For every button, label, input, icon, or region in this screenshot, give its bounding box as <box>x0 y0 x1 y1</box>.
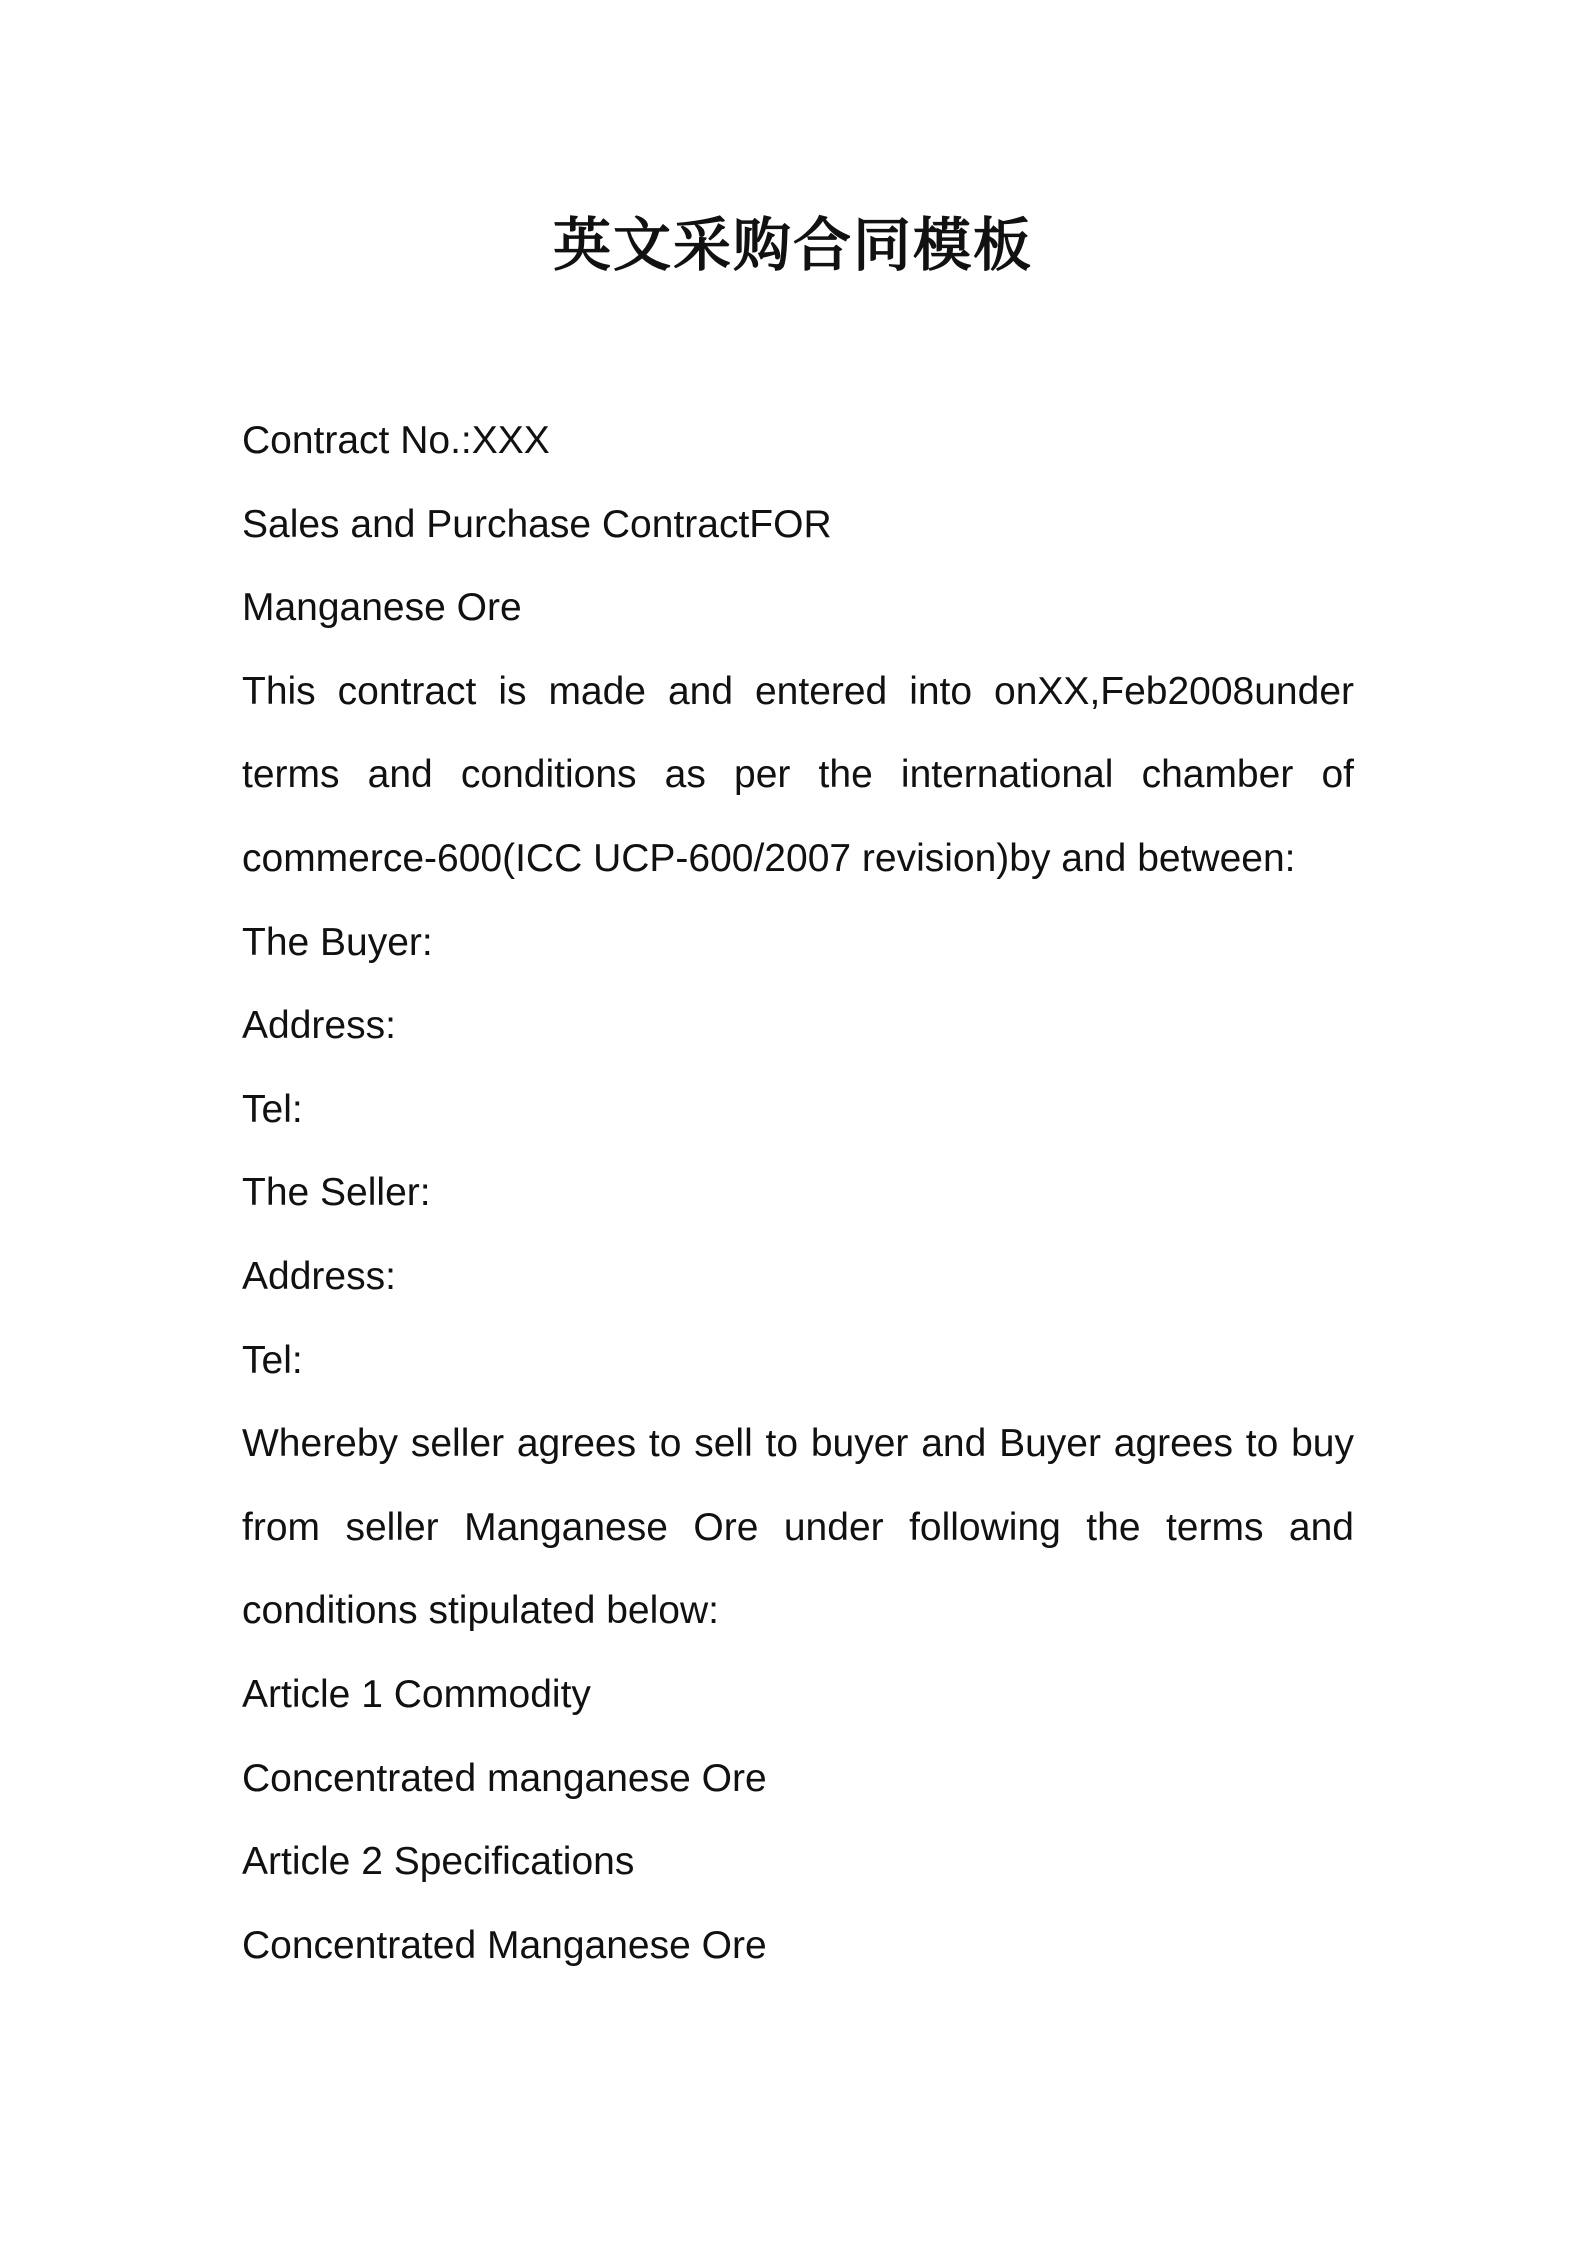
article-1-text: Concentrated manganese Ore <box>242 1756 767 1800</box>
seller-address-label: Address: <box>242 1254 396 1298</box>
seller-label: The Seller: <box>242 1171 431 1215</box>
document-title: 英文采购合同模板 <box>552 211 1033 279</box>
article-2-heading: Article 2 Specifications <box>242 1840 635 1884</box>
intro-paragraph: This contract is made and entered into onXX,Feb2008under terms and conditions as per the international chamber of commerce-600(ICC UCP-600/2007 revision)by and between: <box>242 669 1354 880</box>
document-body <box>242 399 1354 1987</box>
article-2-text: Concentrated Manganese Ore <box>242 1923 767 1967</box>
buyer-label: The Buyer: <box>242 920 433 964</box>
buyer-tel-label: Tel: <box>242 1087 303 1131</box>
seller-tel-label: Tel: <box>242 1338 303 1382</box>
agreement-paragraph: Whereby seller agrees to sell to buyer and Buyer agrees to buy from seller Manganese Ore under following the terms and conditions stipulated below: <box>242 1422 1354 1633</box>
article-1-heading: Article 1 Commodity <box>242 1672 591 1716</box>
contract-name: Sales and Purchase ContractFOR <box>242 502 832 546</box>
contract-number: Contract No.:XXX <box>242 419 550 462</box>
buyer-address-label: Address: <box>242 1004 396 1048</box>
commodity-heading: Manganese Ore <box>242 586 522 630</box>
